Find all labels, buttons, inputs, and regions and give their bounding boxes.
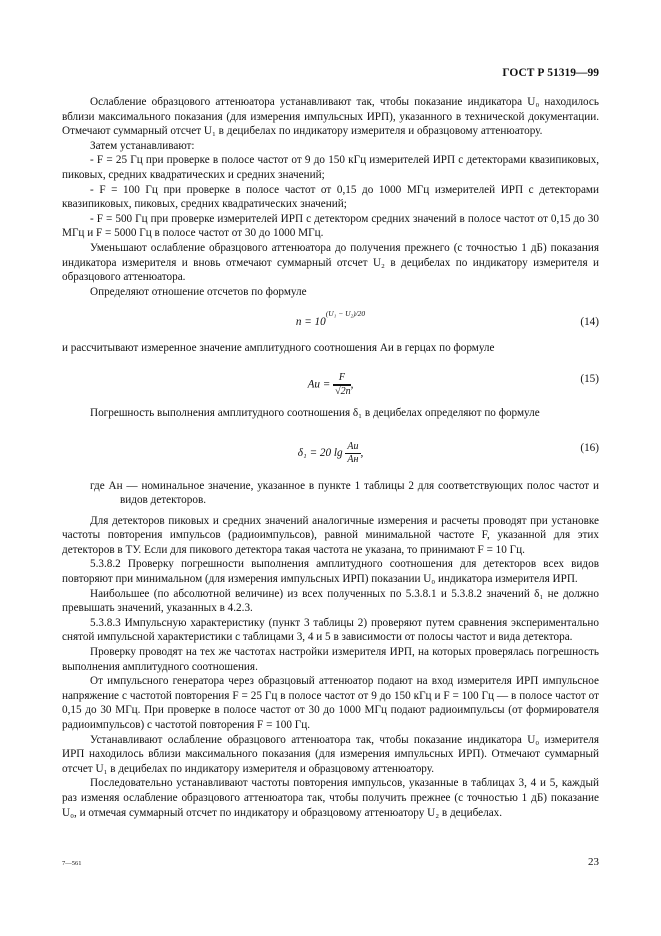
fraction-denominator: Aн bbox=[347, 453, 359, 465]
paragraph: Уменьшают ослабление образцового аттенюатора до получения прежнего (с точностью 1 дБ) показания индикатора измерителя и вновь отмечают суммарный отсчет U₂ в децибелах по индикатору измерителя и образцового аттенюатора. bbox=[62, 241, 599, 284]
paragraph: Погрешность выполнения амплитудного соотношения δ₁ в децибелах определяют по формуле bbox=[90, 406, 540, 419]
formula-lhs: n = 10 bbox=[295, 316, 326, 329]
formula-fraction bbox=[333, 372, 351, 398]
paragraph: Для детекторов пиковых и средних значений аналогичные измерения и расчеты проводят при установке частоты повторения импульсов (радиоимпульсов), равной минимальной частоте F, указанной для этих детекторов в ТУ. Если для пикового детектора такая частота не указана, то принимают F = 10 Гц. bbox=[62, 514, 599, 556]
paragraph: От импульсного генератора через образцовый аттенюатор подают на вход измерителя ИРП импульсное напряжение с частотой повторения F = 25 Гц в полосе частот от 9 до 150 кГц и F = 100 Гц — в полосе частот от 0,15 до 30 МГц. При проверке в полосе частот от 30 до 1000 МГц подают радиоимпульсы (от формирователя радиоимпульсов) с частотой повторения F = 100 Гц. bbox=[62, 675, 599, 731]
list-item: - F = 500 Гц при проверке измерителей ИРП с детектором средних значений в полосе частот от 0,15 до 30 МГц и F = 5000 Гц в полосе частот от 30 до 1000 МГц. bbox=[62, 212, 599, 240]
page-body bbox=[62, 95, 599, 820]
paragraph: Ослабление образцового аттенюатора устанавливают так, чтобы показание индикатора U₀ находилось вблизи максимального показания (для измерения импульсных ИРП), указанного в технической документации. Отмечают суммарный отсчет U₁ в децибелах по индикатору измерителя и образцовому аттенюатору. bbox=[62, 96, 599, 138]
paragraph: Проверку проводят на тех же частотах настройки измерителя ИРП, на которых проверялась погрешность выполнения амплитудного соотношения. bbox=[62, 646, 599, 673]
formula-lhs: δ₁ = 20 lg bbox=[297, 446, 343, 459]
formula-fraction bbox=[345, 441, 360, 466]
formula-14 bbox=[62, 303, 599, 337]
formula-number: (16) bbox=[580, 441, 599, 454]
fraction-numerator: Aи bbox=[347, 440, 359, 452]
formula-lhs: Aи = bbox=[307, 378, 331, 391]
fraction-denominator: √2n bbox=[335, 385, 351, 397]
formula-number: (14) bbox=[580, 316, 599, 329]
formula-number: (15) bbox=[580, 372, 599, 385]
paragraph: Затем устанавливают: bbox=[90, 139, 195, 152]
formula-exponent: (U₁ − U₂)/20 bbox=[325, 309, 366, 319]
paragraph: 5.3.8.2 Проверку погрешности выполнения амплитудного соотношения для детекторов всех видов повторяют при минимальном (для измерения импульсных ИРП) показании U₀ индикатора измерителя ИРП. bbox=[62, 558, 599, 586]
formula-tail: , bbox=[350, 378, 354, 391]
formula-15 bbox=[62, 360, 599, 402]
formula-tail: , bbox=[360, 446, 364, 459]
paragraph: Определяют отношение отсчетов по формуле bbox=[90, 285, 307, 298]
paragraph: где Aн — номинальное значение, указанное в пункте 1 таблицы 2 для соответствующих полос частот и видов детекторов. bbox=[90, 479, 599, 507]
paragraph: и рассчитывают измеренное значение амплитудного соотношения Aи в герцах по формуле bbox=[62, 342, 495, 355]
formula-16 bbox=[62, 425, 599, 475]
page-number: 23 bbox=[588, 856, 599, 868]
paragraph: 5.3.8.3 Импульсную характеристику (пункт 3 таблицы 2) проверяют путем сравнения экспериментально снятой импульсной характеристики с таблицами 3, 4 и 5 в зависимости от полосы частот и вида детектора. bbox=[62, 616, 599, 644]
paragraph: Наибольшее (по абсолютной величине) из всех полученных по 5.3.8.1 и 5.3.8.2 значений δ₁ не должно превышать значений, указанных в 4.2.3. bbox=[62, 587, 599, 615]
paragraph: Устанавливают ослабление образцового аттенюатора так, чтобы показание индикатора U₀ измерителя ИРП находилось вблизи максимального показания (для измерения импульсных ИРП). Отмечают суммарный отсчет U₁ в децибелах по индикатору измерителя и образцовому аттенюатору. bbox=[62, 733, 599, 775]
fraction-numerator: F bbox=[333, 372, 351, 385]
standard-header: ГОСТ Р 51319—99 bbox=[502, 67, 599, 79]
list-item: - F = 100 Гц при проверке в полосе частот от 0,15 до 1000 МГц измерителей ИРП с детекторами квазипиковых, пиковых, средних квадратических значений; bbox=[62, 183, 599, 211]
list-item: - F = 25 Гц при проверке в полосе частот от 9 до 150 кГц измерителей ИРП с детекторами квазипиковых, пиковых, средних квадратических и средних значений; bbox=[62, 154, 599, 181]
paragraph: Последовательно устанавливают частоты повторения импульсов, указанные в таблицах 3, 4 и 5, каждый раз изменяя ослабление образцового аттенюатора так, чтобы получить прежнее (с точностью 1 дБ) показание U₀, и отмечая суммарный отсчет по индикатору и образцовому аттенюатору U₂ в децибелах. bbox=[62, 777, 599, 819]
print-mark: 7—561 bbox=[62, 860, 82, 867]
